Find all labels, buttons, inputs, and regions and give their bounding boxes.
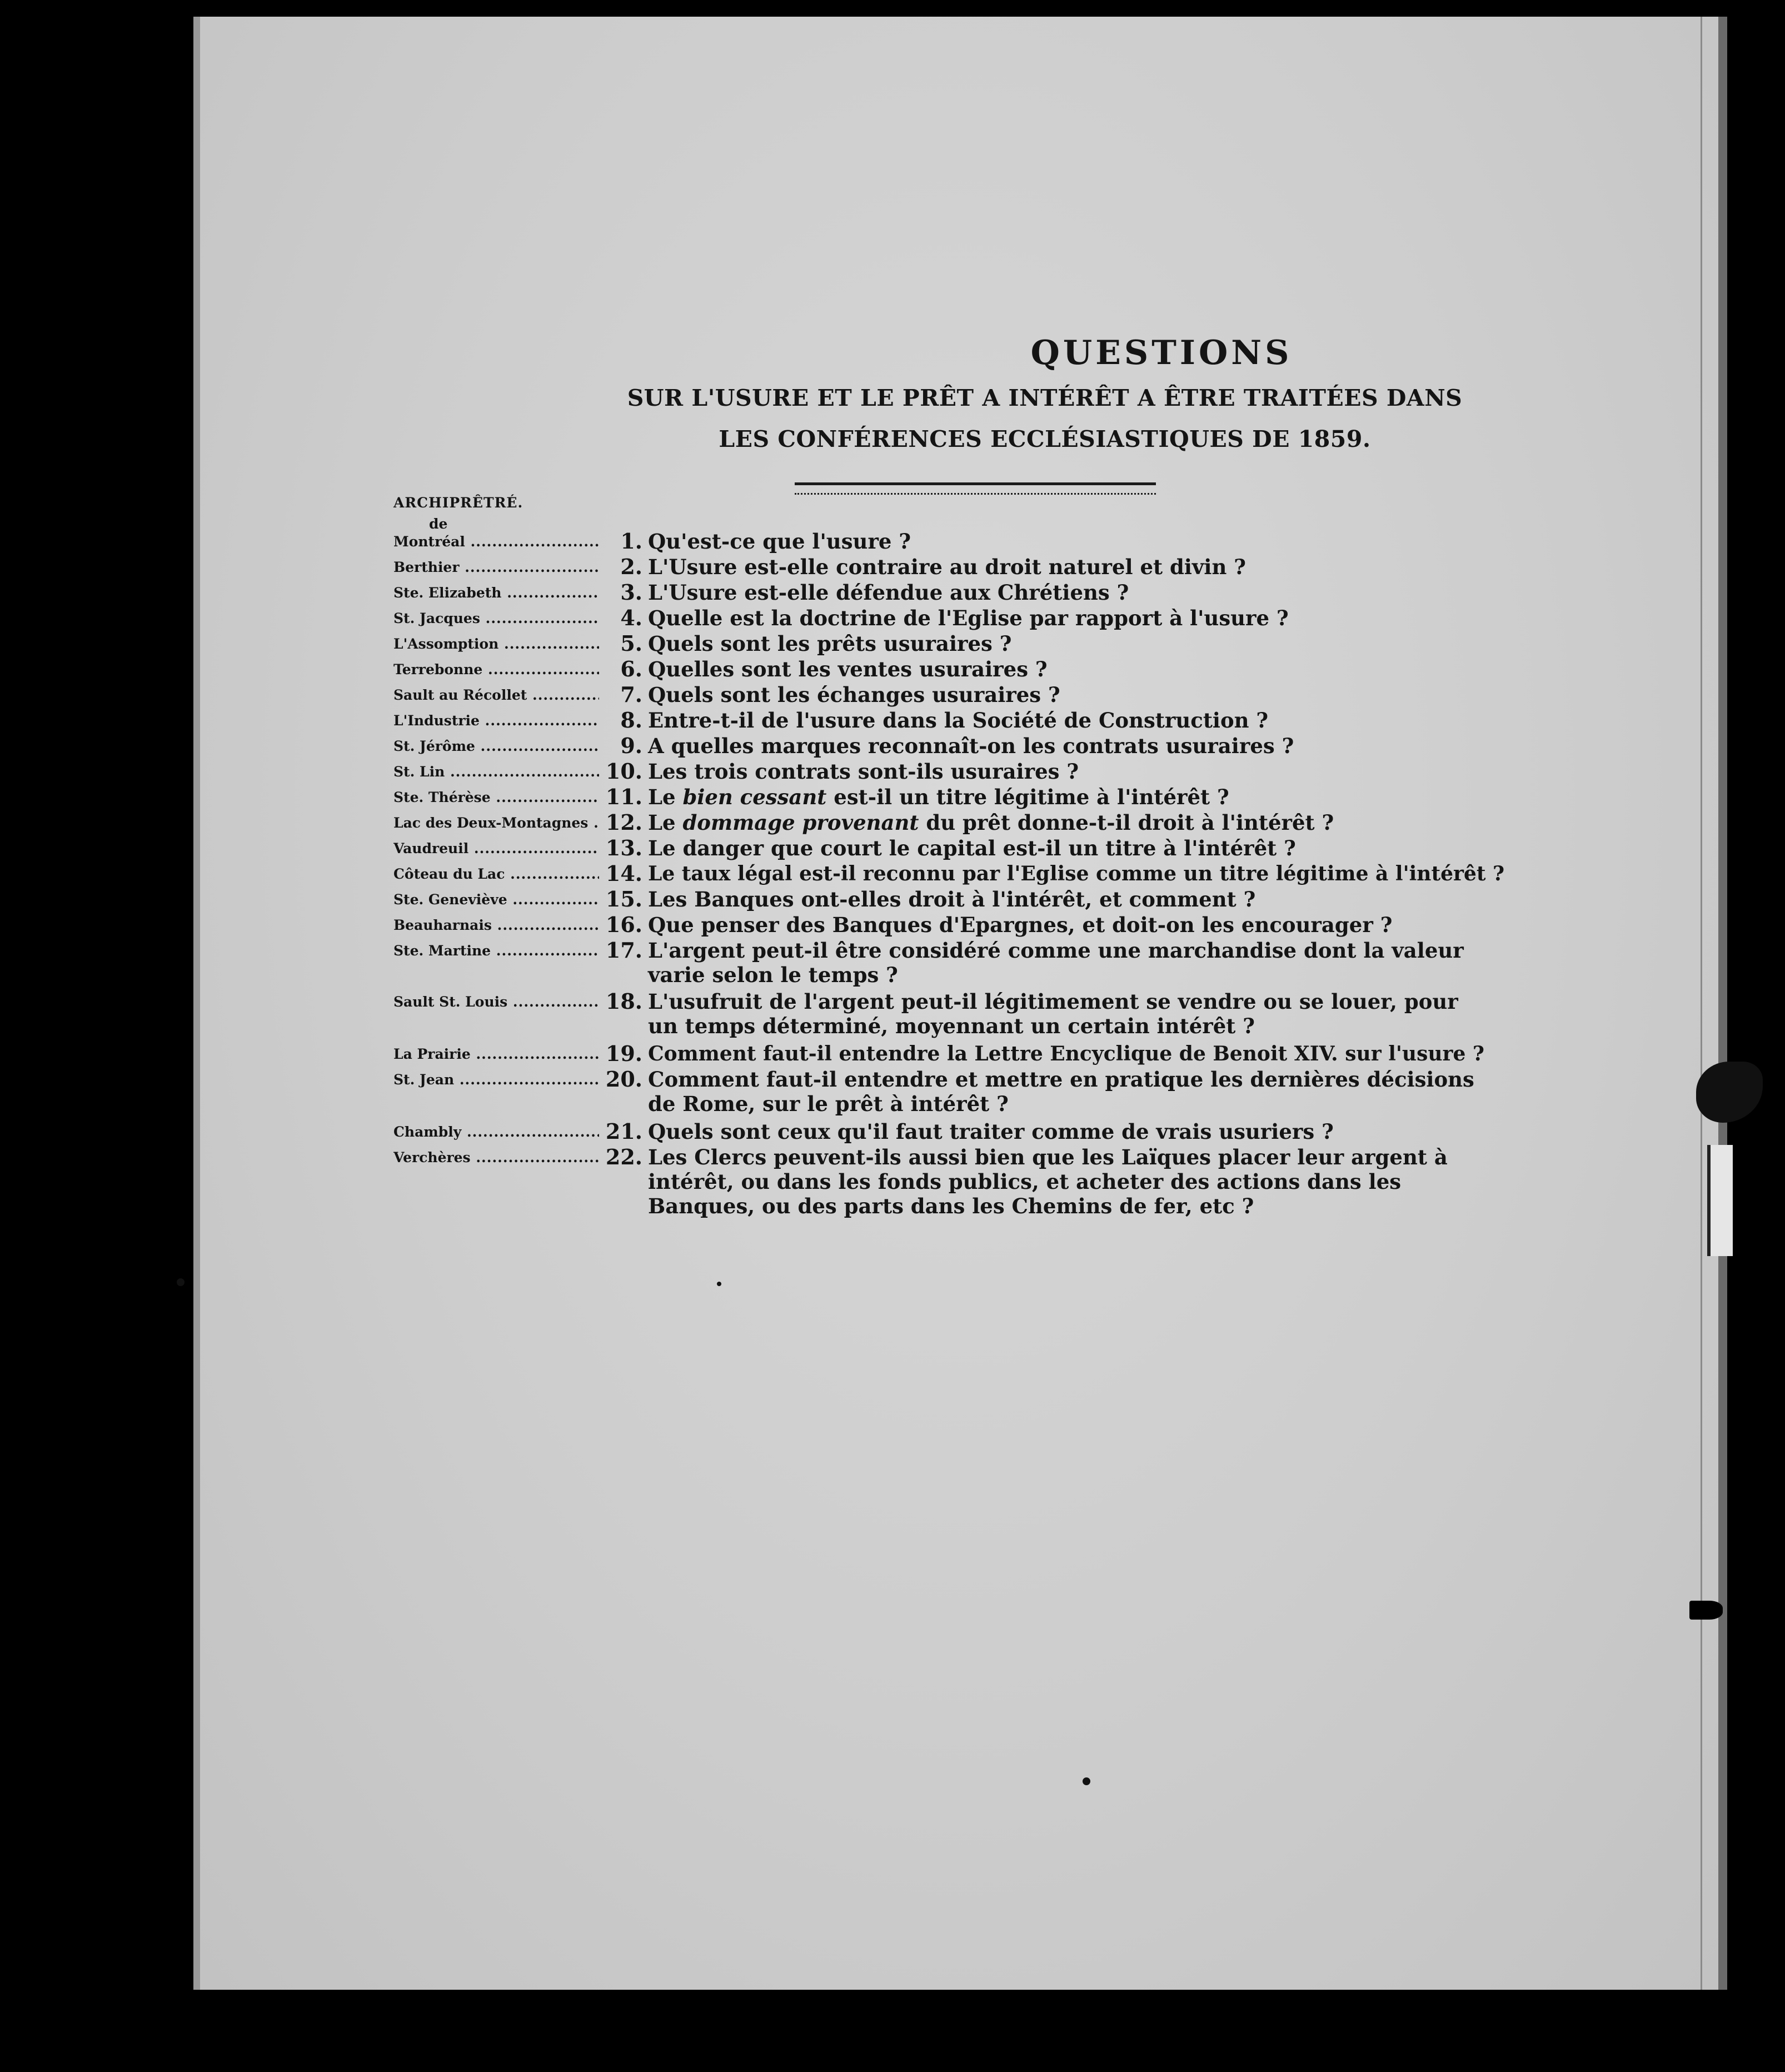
archipretre-place: L'Industrie ..... (393, 713, 599, 729)
question-number: 2. (620, 554, 642, 579)
question-number: 19. (605, 1041, 642, 1066)
question-text: Quels sont les prêts usuraires ? (648, 631, 1012, 656)
archipretre-place: Sault St. Louis ..... (393, 994, 599, 1010)
archipretre-de: de (429, 516, 448, 532)
page-subtitle-line1: SUR L'USURE ET LE PRÊT A INTÉRÊT A ÊTRE TRAITÉES DANS (627, 385, 1463, 411)
speck (1083, 1777, 1090, 1785)
question-number: 11. (605, 784, 642, 809)
speck (717, 1282, 721, 1286)
archipretre-place: Terrebonne ..... (393, 661, 599, 678)
question-number: 9. (620, 733, 642, 758)
archipretre-place: L'Assomption ..... (393, 636, 599, 653)
question-text: L'argent peut-il être considéré comme une marchandise dont la valeur varie selon le temps ? (648, 938, 1464, 987)
question-number: 1. (620, 529, 642, 554)
question-text (648, 785, 1493, 809)
question-text: L'Usure est-elle défendue aux Chrétiens ? (648, 580, 1129, 605)
archipretre-place: Berthier ..... (393, 559, 599, 576)
question-number: 7. (620, 682, 642, 707)
archipretre-place: Ste. Elizabeth ..... (393, 585, 599, 601)
question-text: Comment faut-il entendre et mettre en pratique les dernières décisions de Rome, sur le prêt à intérêt ? (648, 1067, 1474, 1116)
question-row-10 (0, 759, 1785, 784)
archipretre-place: Chambly ..... (393, 1124, 599, 1140)
question-text: Les Clercs peuvent-ils aussi bien que les Laïques placer leur argent à intérêt, ou dans les fonds publics, et acheter des actions dans les Banques, ou des parts dans les Chemins de fer, etc ? (648, 1145, 1448, 1218)
question-row-4 (0, 606, 1785, 630)
question-text: Les Banques ont-elles droit à l'intérêt, et comment ? (648, 887, 1256, 912)
question-number: 6. (620, 656, 642, 681)
question-number: 5. (620, 631, 642, 656)
question-row-12 (0, 810, 1785, 835)
question-text: Entre-t-il de l'usure dans la Société de Construction ? (648, 708, 1269, 733)
question-number: 15. (605, 886, 642, 912)
question-row-22 (0, 1145, 1785, 1221)
question-number: 3. (620, 580, 642, 605)
archipretre-heading: ARCHIPRÊTRÉ. (393, 495, 523, 511)
question-row-8 (0, 708, 1785, 733)
question-row-17 (0, 938, 1785, 988)
archipretre-place: St. Lin ..... (393, 764, 599, 780)
question-text: Le taux légal est-il reconnu par l'Eglise comme un titre légitime à l'intérêt ? (648, 862, 1505, 885)
archipretre-place: Ste. Geneviève ..... (393, 891, 599, 908)
question-text-before: Le (648, 810, 683, 835)
question-row-9 (0, 734, 1785, 758)
question-text: Quels sont les échanges usuraires ? (648, 683, 1060, 707)
archipretre-place: Verchères ..... (393, 1149, 599, 1166)
archipretre-place: Côteau du Lac ..... (393, 866, 599, 883)
question-text-italic: bien cessant (682, 785, 827, 809)
page-title: QUESTIONS (1030, 333, 1293, 372)
archipretre-place: Beauharnais ..... (393, 917, 599, 934)
question-number: 12. (605, 810, 642, 835)
question-number: 10. (605, 759, 642, 784)
question-row-11 (0, 785, 1785, 809)
question-number: 17. (605, 938, 642, 963)
question-row-20 (0, 1067, 1785, 1117)
archipretre-place: Montréal ..... (393, 534, 599, 550)
question-text: Que penser des Banques d'Epargnes, et doit-on les encourager ? (648, 913, 1393, 937)
question-row-14 (0, 861, 1785, 886)
archipretre-place: Lac des Deux-Montagnes ..... (393, 815, 599, 831)
question-text: Quelle est la doctrine de l'Eglise par rapport à l'usure ? (648, 606, 1289, 630)
question-text: Quels sont ceux qu'il faut traiter comme de vrais usuriers ? (648, 1119, 1334, 1144)
question-number: 22. (605, 1144, 642, 1169)
question-number: 20. (605, 1067, 642, 1092)
question-row-2 (0, 555, 1785, 579)
question-row-3 (0, 580, 1785, 605)
question-number: 4. (620, 605, 642, 630)
archipretre-place: La Prairie ..... (393, 1046, 599, 1063)
question-row-1 (0, 529, 1785, 554)
question-row-13 (0, 836, 1785, 860)
question-number: 14. (605, 861, 642, 886)
question-text (648, 810, 1493, 835)
archipretre-place: Ste. Martine ..... (393, 943, 599, 959)
question-number: 21. (605, 1119, 642, 1144)
question-number: 13. (605, 835, 642, 860)
speck (177, 1278, 185, 1286)
question-row-21 (0, 1119, 1785, 1144)
archipretre-place: St. Jacques ..... (393, 610, 599, 627)
archipretre-place: Vaudreuil ..... (393, 840, 599, 857)
archipretre-place: St. Jérôme ..... (393, 738, 599, 755)
question-text: Les trois contrats sont-ils usuraires ? (648, 759, 1079, 784)
scan-border-bottom (0, 1990, 1785, 2072)
question-row-6 (0, 657, 1785, 681)
question-text-before: Le (648, 785, 683, 809)
question-text-italic: dommage provenant (682, 810, 919, 835)
question-text-after: du prêt donne-t-il droit à l'intérêt ? (919, 810, 1334, 835)
question-number: 16. (605, 912, 642, 937)
question-text: Qu'est-ce que l'usure ? (648, 529, 911, 554)
question-row-5 (0, 631, 1785, 656)
ornamental-rule (795, 482, 1156, 495)
question-text: Comment faut-il entendre la Lettre Encyclique de Benoit XIV. sur l'usure ? (648, 1042, 1485, 1065)
archipretre-place: St. Jean ..... (393, 1072, 599, 1088)
question-row-15 (0, 887, 1785, 912)
question-row-7 (0, 683, 1785, 707)
question-number: 18. (605, 989, 642, 1014)
page-subtitle-line2: LES CONFÉRENCES ECCLÉSIASTIQUES DE 1859. (719, 426, 1371, 452)
archipretre-place: Sault au Récollet ..... (393, 687, 599, 704)
question-row-16 (0, 913, 1785, 937)
question-text: Quelles sont les ventes usuraires ? (648, 657, 1048, 681)
archipretre-place: Ste. Thérèse ..... (393, 789, 599, 806)
question-row-19 (0, 1042, 1785, 1066)
question-text: L'usufruit de l'argent peut-il légitimement se vendre ou se louer, pour un temps déterminé, moyennant un certain intérêt ? (648, 989, 1458, 1038)
question-text: A quelles marques reconnaît-on les contrats usuraires ? (648, 734, 1294, 758)
question-number: 8. (620, 708, 642, 733)
question-row-18 (0, 989, 1785, 1039)
question-text-after: est-il un titre légitime à l'intérêt ? (826, 785, 1229, 809)
question-text: L'Usure est-elle contraire au droit naturel et divin ? (648, 555, 1246, 579)
question-text: Le danger que court le capital est-il un titre à l'intérêt ? (648, 836, 1296, 860)
edge-mark (1689, 1601, 1723, 1620)
